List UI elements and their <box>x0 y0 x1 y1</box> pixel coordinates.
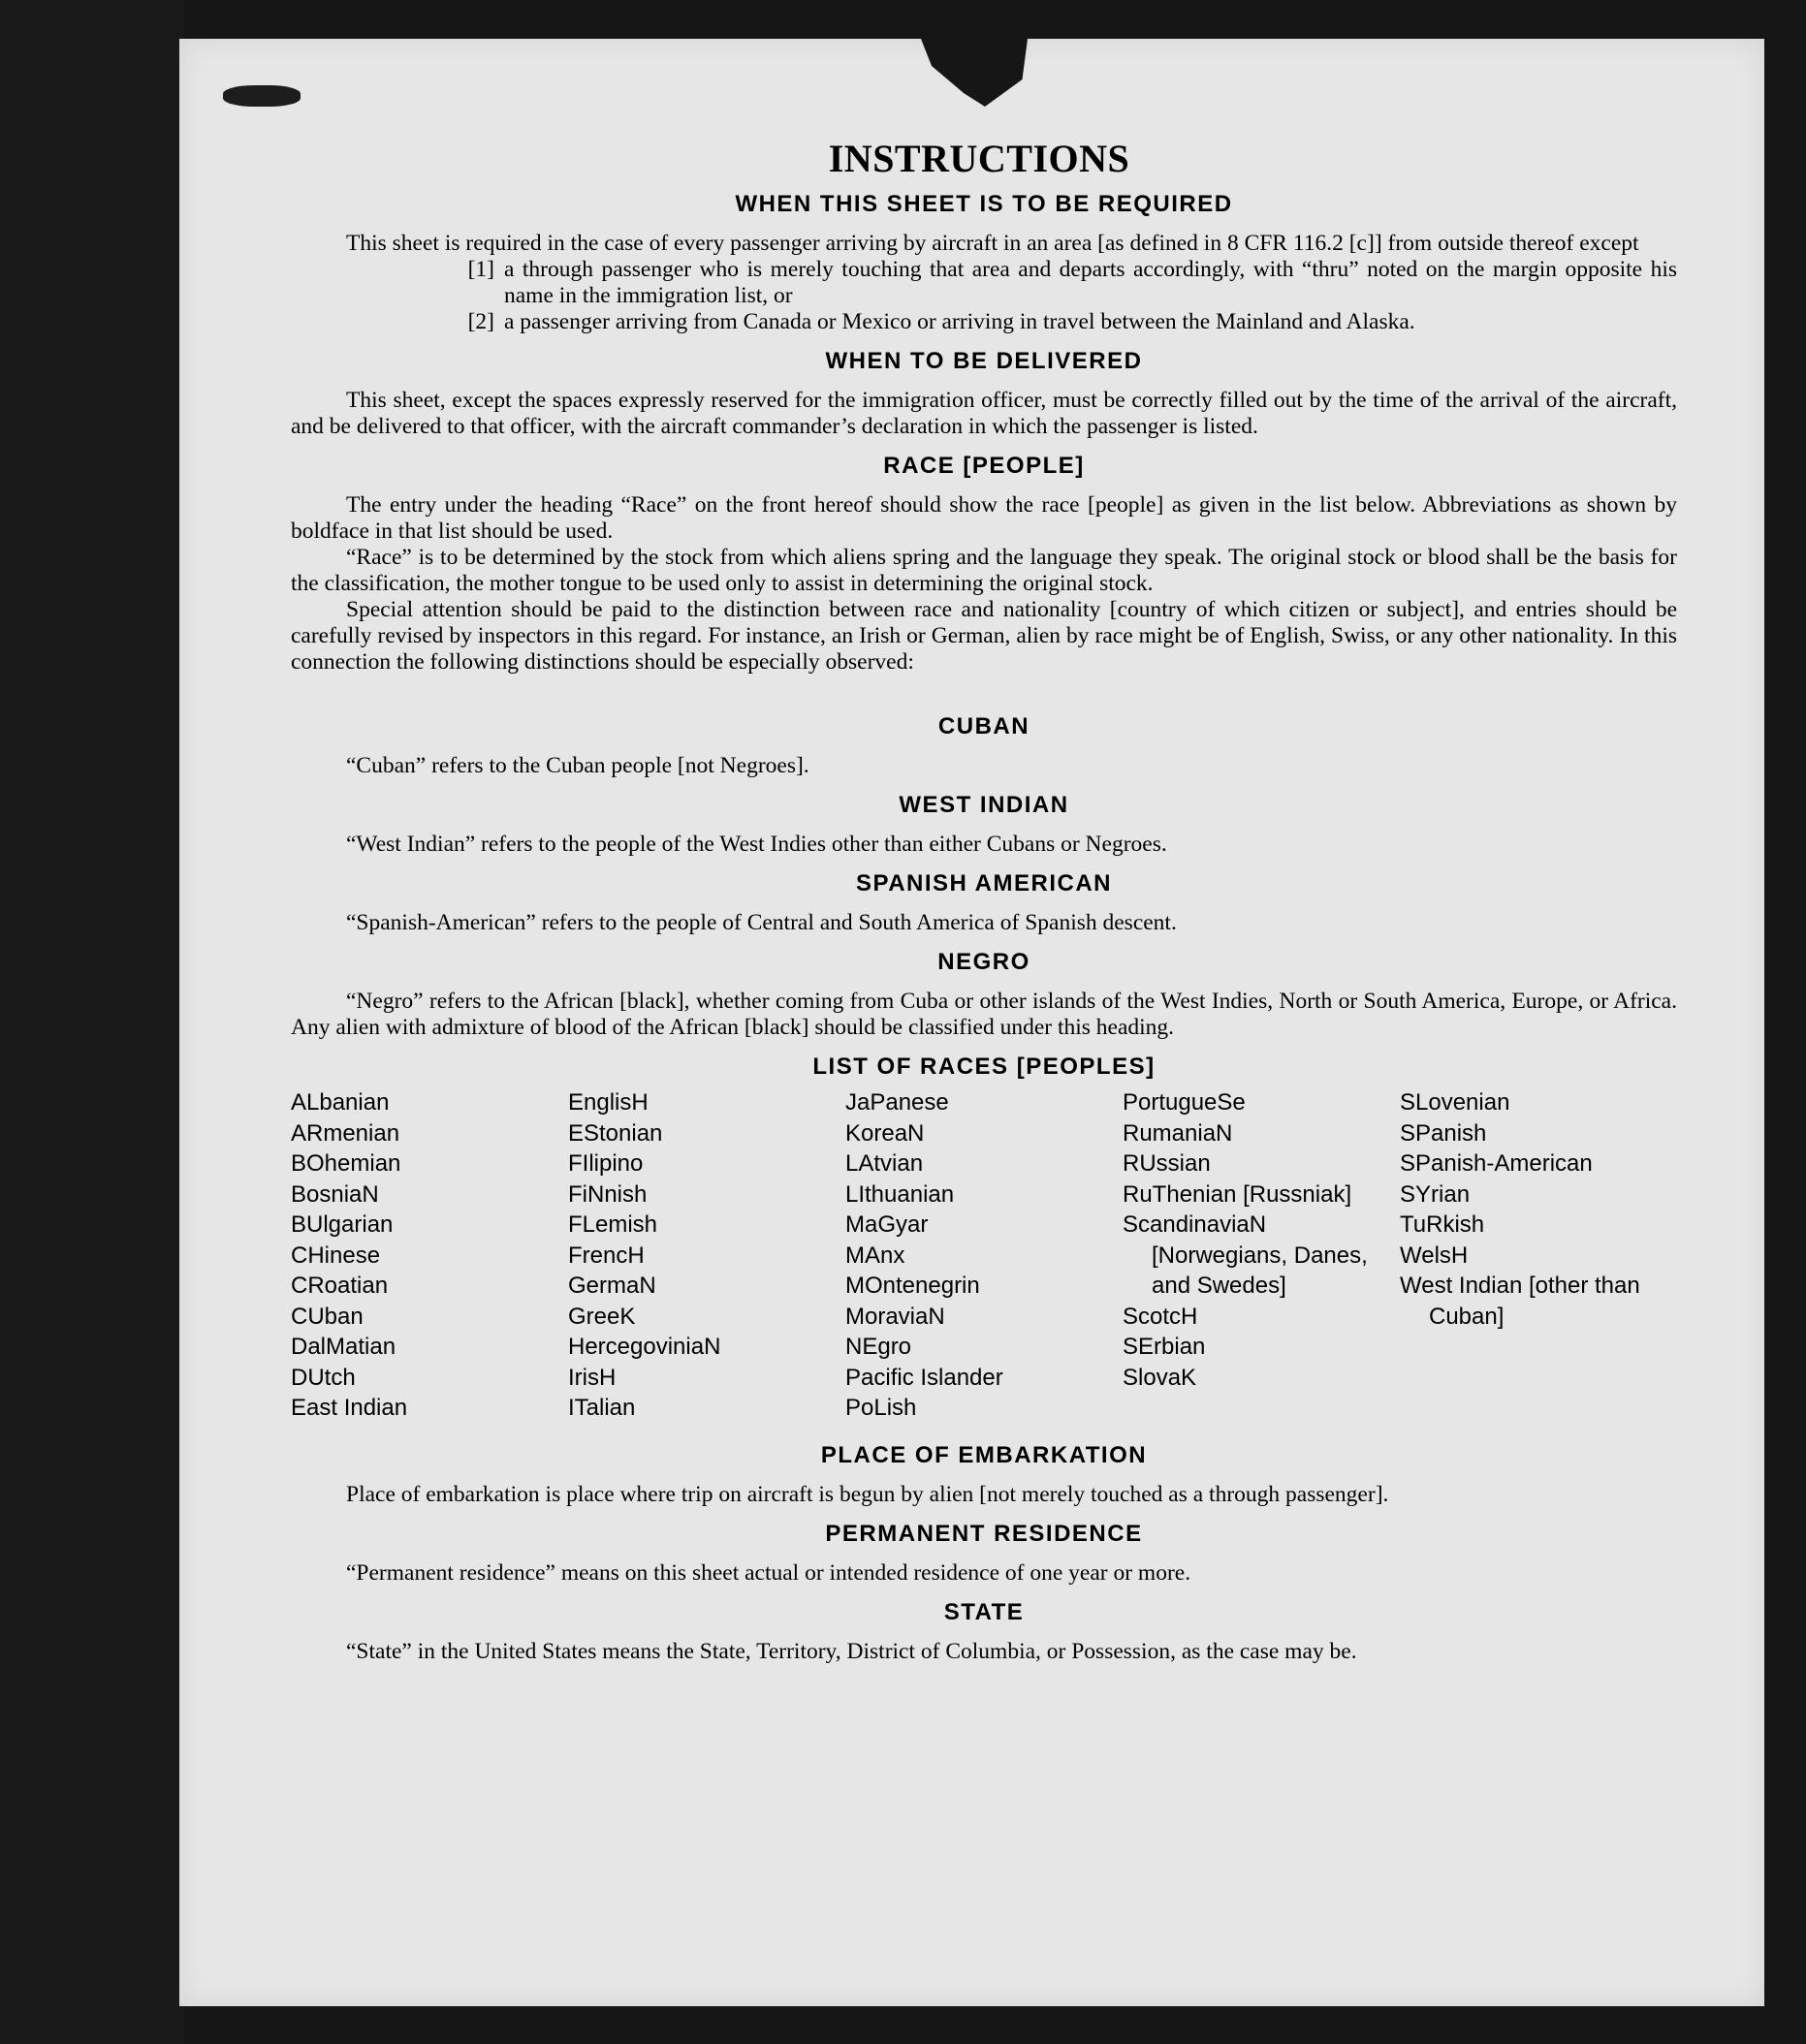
race-entry: East Indian <box>291 1395 408 1421</box>
race-entry: NEgro <box>845 1334 912 1360</box>
race-entry: Pacific Islander <box>845 1364 1003 1391</box>
race-entry: BOhemian <box>291 1150 401 1177</box>
race-entry: MoraviaN <box>845 1303 945 1330</box>
race-entry: SPanish <box>1400 1119 1487 1147</box>
residence-text: “Permanent residence” means on this sheet actual or intended residence of one year or more. <box>346 1559 1191 1586</box>
race-entry: PoLish <box>845 1395 917 1421</box>
races-column <box>568 1087 845 1424</box>
race-entry: BosniaN <box>291 1180 379 1208</box>
race-entry: DUtch <box>291 1364 356 1391</box>
heading-state: STATE <box>943 1598 1025 1625</box>
race-entry: DalMatian <box>291 1334 396 1360</box>
race-entry: KoreaN <box>845 1119 925 1147</box>
race-paragraph: The entry under the heading “Race” on the front hereof should show the race [people] as given in the list below. Abbreviations as shown by boldface in that list should be used. <box>291 492 1677 544</box>
race-entry: FLemish <box>568 1211 658 1238</box>
heading-when-required: WHEN THIS SHEET IS TO BE REQUIRED <box>735 191 1233 217</box>
west-indian-text: “West Indian” refers to the people of the West Indies other than either Cubans or Negroes. <box>346 832 1167 857</box>
race-entry: ITalian <box>568 1395 636 1421</box>
race-entry: BUlgarian <box>291 1211 394 1238</box>
race-entry: SErbian <box>1123 1334 1206 1360</box>
exception-number: [1] <box>467 257 494 282</box>
race-entry: HercegoviniaN <box>568 1334 721 1360</box>
race-entry: EStonian <box>568 1119 663 1147</box>
exception-text: a passenger arriving from Canada or Mexico or arriving in travel between the Mainland and Alaska. <box>504 309 1415 334</box>
heading-list-of-races: LIST OF RACES [PEOPLES] <box>812 1053 1156 1080</box>
race-entry: MaGyar <box>845 1211 929 1238</box>
race-entry: ARmenian <box>291 1119 400 1147</box>
exception-item <box>291 309 1677 335</box>
races-column <box>291 1087 568 1424</box>
race-entry: West Indian [other than Cuban] <box>1400 1273 1640 1330</box>
races-column <box>1400 1087 1677 1424</box>
exception-text: a through passenger who is merely touching that area and departs accordingly, with “thru” noted on the margin opposite his name in the immigration list, or <box>504 257 1677 308</box>
spanish-american-text: “Spanish-American” refers to the people of Central and South America of Spanish descent. <box>346 910 1177 935</box>
ink-smudge <box>223 85 301 107</box>
exception-number: [2] <box>467 309 494 334</box>
exception-item <box>291 257 1677 309</box>
race-paragraph: Special attention should be paid to the distinction between race and nationality [country of which citizen or subject], and entries should be carefully revised by inspectors in this regard. For instance, an Irish or German, alien by race might be of English, Swiss, or any other nationality. In this connection the following distinctions should be especially observed: <box>291 597 1677 675</box>
race-paragraph: “Race” is to be determined by the stock from which aliens spring and the language they speak. The original stock or blood shall be the basis for the classification, the mother tongue to be used only to assist in determining the original stock. <box>291 545 1677 596</box>
race-entry: WelsH <box>1400 1242 1469 1269</box>
race-entry: RumaniaN <box>1123 1119 1233 1147</box>
heading-when-delivered: WHEN TO BE DELIVERED <box>825 348 1143 374</box>
race-entry: LAtvian <box>845 1150 924 1177</box>
required-intro: This sheet is required in the case of every passenger arriving by aircraft in an area [as defined in 8 CFR 116.2 [c]] from outside thereof except <box>346 231 1639 256</box>
race-entry: EnglisH <box>568 1089 649 1116</box>
instructions-content <box>291 136 1677 1665</box>
race-entry: GreeK <box>568 1303 636 1330</box>
race-entry: IrisH <box>568 1364 617 1391</box>
page-title: INSTRUCTIONS <box>828 137 1130 180</box>
race-entry: SLovenian <box>1400 1089 1510 1116</box>
scan-background-left <box>0 0 184 2044</box>
race-entry: CRoatian <box>291 1273 389 1299</box>
race-entry: FrencH <box>568 1242 645 1269</box>
race-entry: SlovaK <box>1123 1364 1197 1391</box>
race-entry: RuThenian [Russniak] <box>1123 1180 1352 1208</box>
heading-west-indian: WEST INDIAN <box>899 792 1069 818</box>
races-column <box>1123 1087 1400 1424</box>
race-entry: ALbanian <box>291 1089 390 1116</box>
race-entry: LIthuanian <box>845 1180 955 1208</box>
race-entry: CUban <box>291 1303 364 1330</box>
delivered-text: This sheet, except the spaces expressly reserved for the immigration officer, must be correctly filled out by the time of the arrival of the aircraft, and be delivered to that officer, with the aircraft commander’s declaration in which the passenger is listed. <box>291 388 1677 439</box>
embarkation-text: Place of embarkation is place where trip on aircraft is begun by alien [not merely touched as a through passenger]. <box>346 1481 1389 1507</box>
race-entry: FiNnish <box>568 1180 648 1208</box>
state-text: “State” in the United States means the State, Territory, District of Columbia, or Possession, as the case may be. <box>346 1638 1357 1664</box>
race-entry: TuRkish <box>1400 1211 1485 1238</box>
race-entry: ScotcH <box>1123 1303 1198 1330</box>
heading-negro: NEGRO <box>937 949 1030 975</box>
heading-permanent-residence: PERMANENT RESIDENCE <box>825 1520 1143 1547</box>
race-entry: FIlipino <box>568 1150 644 1177</box>
race-entry: RUssian <box>1123 1150 1211 1177</box>
race-entry: JaPanese <box>845 1089 949 1116</box>
race-entry: SYrian <box>1400 1180 1471 1208</box>
races-list <box>291 1087 1677 1424</box>
heading-race: RACE [PEOPLE] <box>883 453 1085 479</box>
heading-place-of-embarkation: PLACE OF EMBARKATION <box>820 1441 1148 1468</box>
race-entry: ScandinaviaN [Norwegians, Danes, and Swedes] <box>1123 1211 1368 1299</box>
race-entry: SPanish-American <box>1400 1150 1593 1177</box>
race-entry: MAnx <box>845 1242 905 1269</box>
race-entry: PortugueSe <box>1123 1089 1246 1116</box>
heading-spanish-american: SPANISH AMERICAN <box>855 870 1112 896</box>
heading-cuban: CUBAN <box>937 713 1030 739</box>
races-column <box>845 1087 1123 1424</box>
race-entry: GermaN <box>568 1273 656 1299</box>
race-entry: MOntenegrin <box>845 1273 980 1299</box>
cuban-text: “Cuban” refers to the Cuban people [not Negroes]. <box>346 753 809 778</box>
race-entry: CHinese <box>291 1242 381 1269</box>
negro-text: “Negro” refers to the African [black], whether coming from Cuba or other islands of the West Indies, North or South America, Europe, or Africa. Any alien with admixture of blood of the African [black] should be classified under this heading. <box>291 989 1677 1040</box>
